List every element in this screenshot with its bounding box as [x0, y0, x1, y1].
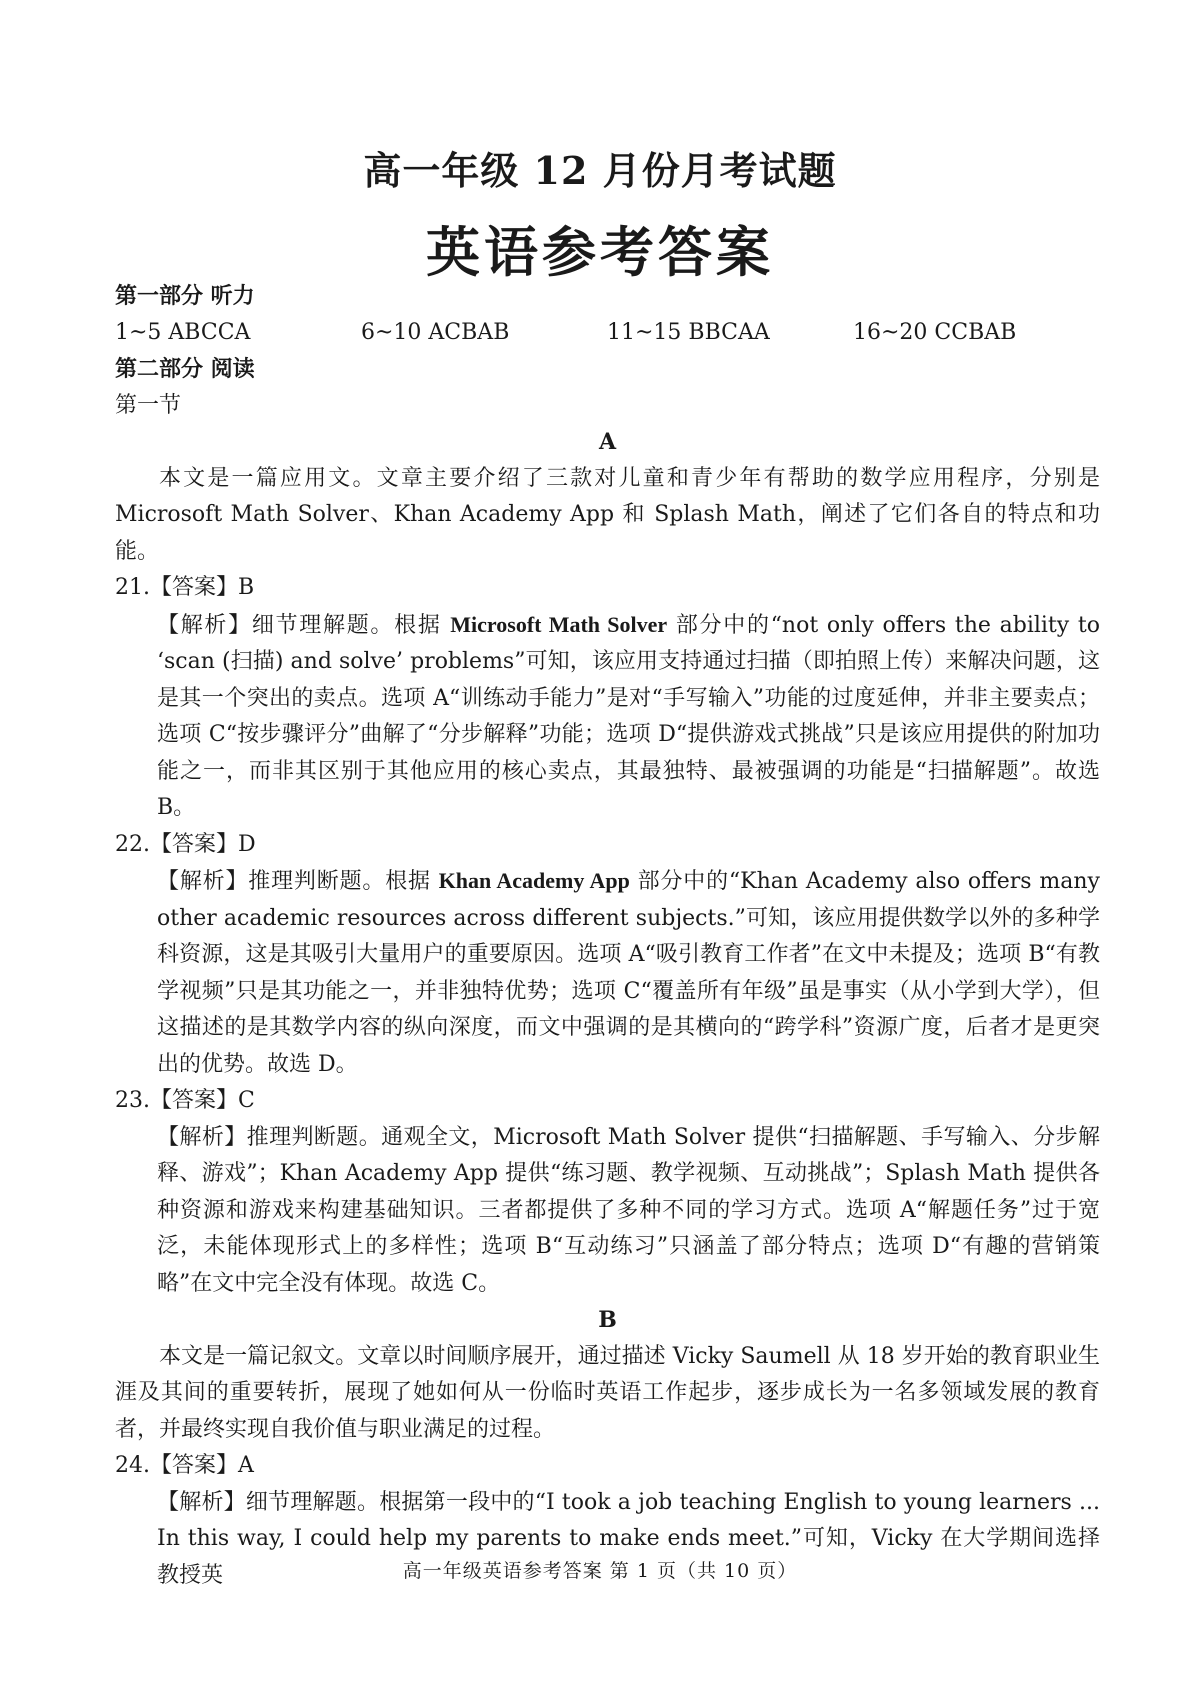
q23-answer: 23.【答案】C: [115, 1088, 255, 1113]
q21-answer: 21.【答案】B: [115, 575, 255, 600]
part2-heading: 第二部分 阅读: [115, 356, 255, 382]
document-title: 英语参考答案: [426, 220, 774, 284]
q22-keyword: Khan Academy App: [438, 868, 630, 893]
q24-answer: 24.【答案】A: [115, 1453, 254, 1478]
q24-analysis: 【解析】细节理解题。根据第一段中的“I took a job teaching English to young learners ... In this way, I could help my parents to make ends meet.”可知，Vicky 在大学期间选择教授英: [157, 1489, 1100, 1588]
answer-group: 6~10 ACBAB: [361, 319, 510, 345]
answer-group: 11~15 BBCAA: [607, 319, 770, 345]
q21-analysis: 【解析】细节理解题。根据 Microsoft Math Solver 部分中的“not only offers the ability to ‘scan (扫描) and solve’ problems”可知，该应用支持通过扫描（即拍照上传）来解决问题，这是其一个突出的卖点。选项 A“训练动手能力”是对“手写输入”功能的过度延伸，并非主要卖点；选项 C“按步骤评分”曲解了“分步解释”功能；选项 D“提供游戏式挑战”只是该应用提供的附加功能之一，而非其区别于其他应用的核心卖点，其最独特、最被强调的功能是“扫描解题”。故选 B。: [157, 611, 1100, 820]
answer-group: 16~20 CCBAB: [853, 319, 1017, 345]
exam-title: 高一年级 12 月份月考试题: [363, 148, 837, 193]
answer-group: 1~5 ABCCA: [115, 319, 251, 345]
page-footer: 高一年级英语参考答案 第 1 页（共 10 页）: [402, 1560, 798, 1582]
answer-body: [115, 278, 1100, 1594]
q21-keyword: Microsoft Math Solver: [450, 611, 668, 637]
part1-heading: 第一部分 听力: [115, 283, 255, 309]
listening-answers: [115, 315, 1100, 352]
q22-answer: 22.【答案】D: [115, 831, 256, 857]
section-heading: 第一节: [115, 392, 182, 418]
passage-b-label: B: [598, 1307, 617, 1333]
passage-a-label: A: [598, 429, 617, 455]
q23-analysis: 【解析】推理判断题。通观全文，Microsoft Math Solver 提供“扫描解题、手写输入、分步解释、游戏”；Khan Academy App 提供“练习题、教学视频、互动挑战”；Splash Math 提供各种资源和游戏来构建基础知识。三者都提供了多种不同的学习方式。选项 A“解题任务”过于宽泛，未能体现形式上的多样性；选项 B“互动练习”只涵盖了部分特点；选项 D“有趣的营销策略”在文中完全没有体现。故选 C。: [157, 1124, 1100, 1296]
q22-analysis: 【解析】推理判断题。根据 Khan Academy App 部分中的“Khan Academy also offers many other academic resources across different subjects.”可知，该应用提供数学以外的多种学科资源，这是其吸引大量用户的重要原因。选项 A“吸引教育工作者”在文中未提及；选项 B“有教学视频”只是其功能之一，并非独特优势；选项 C“覆盖所有年级”虽是事实（从小学到大学），但这描述的是其数学内容的纵向深度，而文中强调的是其横向的“跨学科”资源广度，后者才是更突出的优势。故选 D。: [157, 868, 1100, 1077]
passage-b-summary: 本文是一篇记叙文。文章以时间顺序展开，通过描述 Vicky Saumell 从 18 岁开始的教育职业生涯及其间的重要转折，展现了她如何从一份临时英语工作起步，逐步成长为一名多领域发展的教育者，并最终实现自我价值与职业满足的过程。: [115, 1343, 1100, 1442]
passage-a-summary: 本文是一篇应用文。文章主要介绍了三款对儿童和青少年有帮助的数学应用程序，分别是 Microsoft Math Solver、Khan Academy App 和 Splash Math，阐述了它们各自的特点和功能。: [115, 465, 1100, 564]
